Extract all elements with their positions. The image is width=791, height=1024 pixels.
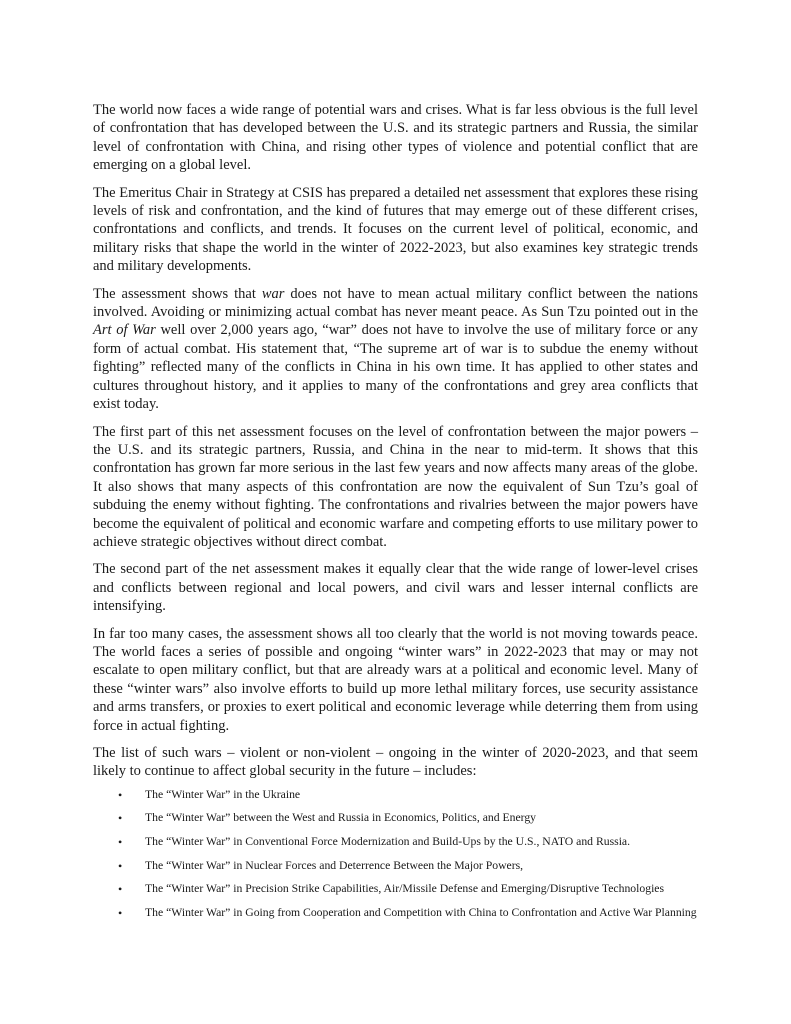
bullet-icon: • [118, 811, 123, 826]
emphasis-war: war [261, 285, 285, 302]
list-item [93, 835, 698, 850]
paragraph-sun-tzu [93, 285, 698, 414]
book-title-art-of-war: Art of War [93, 322, 156, 339]
list-item [93, 906, 698, 921]
bullet-icon: • [118, 882, 123, 897]
paragraph-first-part: The first part of this net assessment focuses on the level of confrontation between the major powers – the U.S. and its strategic partners, Russia, and China in the near to mid-term. It shows that this confrontation has grown far more serious in the last few years and now affects many areas of the globe. It also shows that many aspects of this confrontation are now the equivalent of Sun Tzu’s goal of subduing the enemy without fighting. The confrontations and rivalries between the major powers have become the equivalent of political and economic warfare and competing efforts to use military power to achieve strategic objectives without direct combat. [93, 423, 698, 550]
list-item [93, 811, 698, 826]
list-item-text: The “Winter War” in Precision Strike Capabilities, Air/Missile Defense and Emerging/Disruptive Technologies [145, 882, 665, 896]
bullet-icon: • [118, 787, 123, 802]
sun-tzu-text-3: well over 2,000 years ago, “war” does not have to involve the use of military force or any form of actual combat. His statement that, “The supreme art of war is to subdue the enemy without fighting” reflected many of the conflicts in China in his own time. It has applied to other states and cultures throughout history, and it applies to many of the confrontations and grey area conflicts that exist today. [93, 322, 699, 413]
list-item-text: The “Winter War” in Going from Cooperation and Competition with China to Confrontation and Active War Planning [145, 905, 697, 919]
sun-tzu-text-2: does not have to mean actual military conflict between the nations involved. Avoiding or minimizing actual combat has never meant peace. As Sun Tzu pointed out in the [93, 285, 699, 321]
list-item [93, 859, 698, 874]
paragraph-list-intro: The list of such wars – violent or non-violent – ongoing in the winter of 2020-2023, and that seem likely to continue to affect global security in the future – includes: [93, 745, 698, 780]
list-item-text: The “Winter War” in the Ukraine [145, 787, 301, 801]
sun-tzu-text-1: The assessment shows that [93, 285, 262, 302]
paragraph-csis-assessment: The Emeritus Chair in Strategy at CSIS has prepared a detailed net assessment that explores these rising levels of risk and confrontation, and the kind of futures that may emerge out of these different crises, confrontations and conflicts, and trends. It focuses on the current level of political, economic, and military risks that shape the world in the winter of 2022-2023, but also examines key strategic trends and military developments. [93, 184, 698, 275]
list-item-text: The “Winter War” in Conventional Force Modernization and Build-Ups by the U.S., NATO and Russia. [145, 835, 631, 848]
bullet-icon: • [118, 905, 123, 920]
list-item-text: The “Winter War” in Nuclear Forces and Deterrence Between the Major Powers, [145, 858, 524, 872]
paragraph-intro: The world now faces a wide range of potential wars and crises. What is far less obvious is the full level of confrontation that has developed between the U.S. and its strategic partners and Russia, the similar level of confrontation with China, and rising other types of violence and potential conflict that are emerging on a global level. [93, 102, 698, 174]
bullet-icon: • [118, 835, 123, 849]
bullet-icon: • [118, 858, 123, 873]
list-item [93, 882, 698, 897]
document-body [93, 101, 698, 929]
list-item-text: The “Winter War” between the West and Russia in Economics, Politics, and Energy [145, 811, 537, 825]
winter-wars-list [93, 788, 698, 921]
paragraph-winter-wars: In far too many cases, the assessment shows all too clearly that the world is not moving towards peace. The world faces a series of possible and ongoing “winter wars” in 2022-2023 that may or may not escalate to open military conflict, but that are already wars at a political and economic level. Many of these “winter wars” also involve efforts to build up more lethal military forces, use security assistance and arms transfers, or proxies to exert political and economic leverage while deterring them from using force in actual fighting. [93, 625, 698, 734]
paragraph-second-part: The second part of the net assessment makes it equally clear that the wide range of lower-level crises and conflicts between regional and local powers, and civil wars and lesser internal conflicts are intensifying. [93, 561, 698, 615]
list-item [93, 788, 698, 803]
